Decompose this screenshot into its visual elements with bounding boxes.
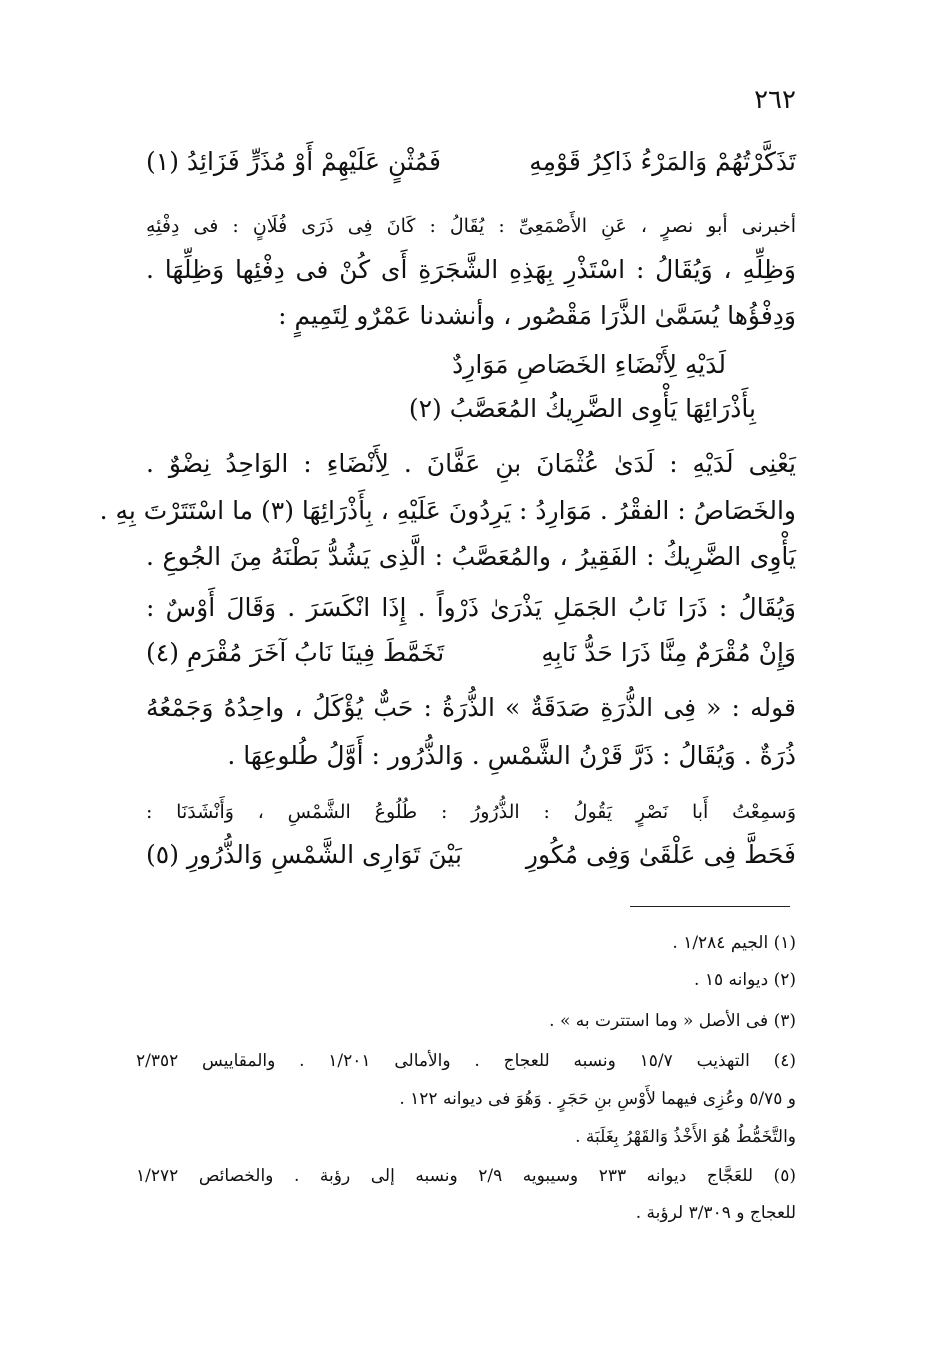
verse-4-first-hemistich: وَإِنْ مُقْرَمٌ مِنَّا ذَرَا حَدُّ نَابِهِ [541,638,796,667]
text-line-5: والخَصَاصُ : الفقْرُ . مَوَارِدُ : يَرِدُونَ عَلَيْهِ ، بِأَذْرَائِهَا (٣) ما اسْتَتَرْتَ بِهِ . [99,496,796,525]
verse-1-second-hemistich: فَمُثْنٍ عَلَيْهِمْ أَوْ مُذَرٍّ فَزَائِدُ (١) [146,147,441,176]
text-line-6: يَأْوِى الضَّرِيكُ : الفَقِيرُ ، والمُعَصَّبُ : الَّذِى يَشُدُّ بَطْنَهُ مِنَ الجُوعِ . [146,542,796,571]
text-line-2: وَظِلِّهِ ، وَيُقَالُ : اسْتَذْرِ بِهَذِهِ الشَّجَرَةِ أَى كُنْ فى دِفْئِها وَظِلِّهَا . [146,255,796,284]
text-line-1: أخبرنى أبو نصرٍ ، عَنِ الأَصْمَعِىِّ : يُقَالُ : كَانَ فِى ذَرَى فُلَانٍ : فى دِفْئِهِ [146,215,796,237]
verse-5 [146,833,796,877]
text-line-8: قوله : « فِى الذُّرَةِ صَدَقَةٌ » الذُّرَةُ : حَبٌّ يُؤْكَلُ ، واحِدُهُ وَجَمْعُهُ [146,693,796,722]
footnote-5-line-1: (٥) للعَجَّاج ديوانه ٢٣٣ وسيبويه ٢/٩ ونسبه إلى رؤبة . والخصائص ١/٢٧٢ [136,1166,796,1186]
verse-1 [146,140,796,184]
verse-4-second-hemistich: تَخَمَّطَ فِينَا نَابُ آخَرَ مُقْرَمِ (٤) [146,638,445,667]
text-line-9: ذُرَةٌ . وَيُقَالُ : ذَرَّ قَرْنُ الشَّمْسِ . وَالذُّرُور : أَوَّلُ طُلوعِهَا . [227,741,796,770]
footnote-5-line-2: للعجاج و ٣/٣٠٩ لرؤبة . [635,1203,796,1223]
verse-3 [146,387,796,431]
verse-3-text: بِأَذْرَائِهَا يَأْوِى الضَّرِيكُ المُعَصَّبُ (٢) [408,394,756,423]
footnote-separator [630,906,790,907]
page-number: ٢٦٢ [754,85,796,115]
footnote-4-line-2: و ٥/٧٥ وعُزِى فيهما لأَوْسِ بنِ حَجَرٍ . وَهُوَ فى ديوانه ١٢٢ . [399,1089,796,1109]
verse-4 [146,631,796,675]
text-line-7: وَيُقَالُ : ذَرَا نَابُ الجَمَلِ يَذْرَىٰ ذَرْواً . إِذَا انْكَسَرَ . وَقَالَ أَوْسٌ : [146,593,796,622]
text-line-3: وَدِفْؤُها يُسَمَّىٰ الذَّرَا مَقْصُور ، وأنشدنا عَمْرٌو لِتَمِيمٍ : [278,301,796,330]
verse-5-first-hemistich: فَحَطَّ فِى عَلْقَىٰ وَفِى مُكُورِ [525,840,796,869]
verse-1-first-hemistich: تَذَكَّرْتُهُمْ وَالمَرْءُ ذَاكِرُ قَوْمِهِ [529,147,796,176]
footnote-4-line-1: (٤) التهذيب ١٥/٧ ونسبه للعجاج . والأمالى ١/٢٠١ . والمقاييس ٢/٣٥٢ [136,1051,797,1071]
footnote-1: (١) الجيم ١/٢٨٤ . [672,933,796,953]
text-line-4: يَعْنِى لَدَيْهِ : لَدَىٰ عُثْمَانَ بنِ عَفَّانَ . لِأَنْضَاءِ : الوَاحِدُ نِضْوٌ . [146,449,796,478]
verse-2-text: لَدَيْهِ لِأَنْضَاءِ الخَصَاصِ مَوَارِدٌ [452,350,726,379]
footnote-2: (٢) ديوانه ١٥ . [694,970,796,990]
text-line-10: وَسمِعْتُ أَبا نَصْرٍ يَقُولُ : الذُّرُورُ : طُلُوعُ الشَّمْسِ ، وَأَنْشَدَنَا : [146,801,796,823]
footnote-4-line-3: والتَّخَمُّطُ هُوَ الأَخْذُ وَالقَهْرُ بِغَلَبَة . [575,1127,796,1147]
footnote-3: (٣) فى الأصل « وما استترت به » . [549,1011,796,1031]
verse-2 [146,343,796,387]
verse-5-second-hemistich: بَيْنَ تَوَارِى الشَّمْسِ وَالذُّرُورِ (٥) [146,840,462,869]
